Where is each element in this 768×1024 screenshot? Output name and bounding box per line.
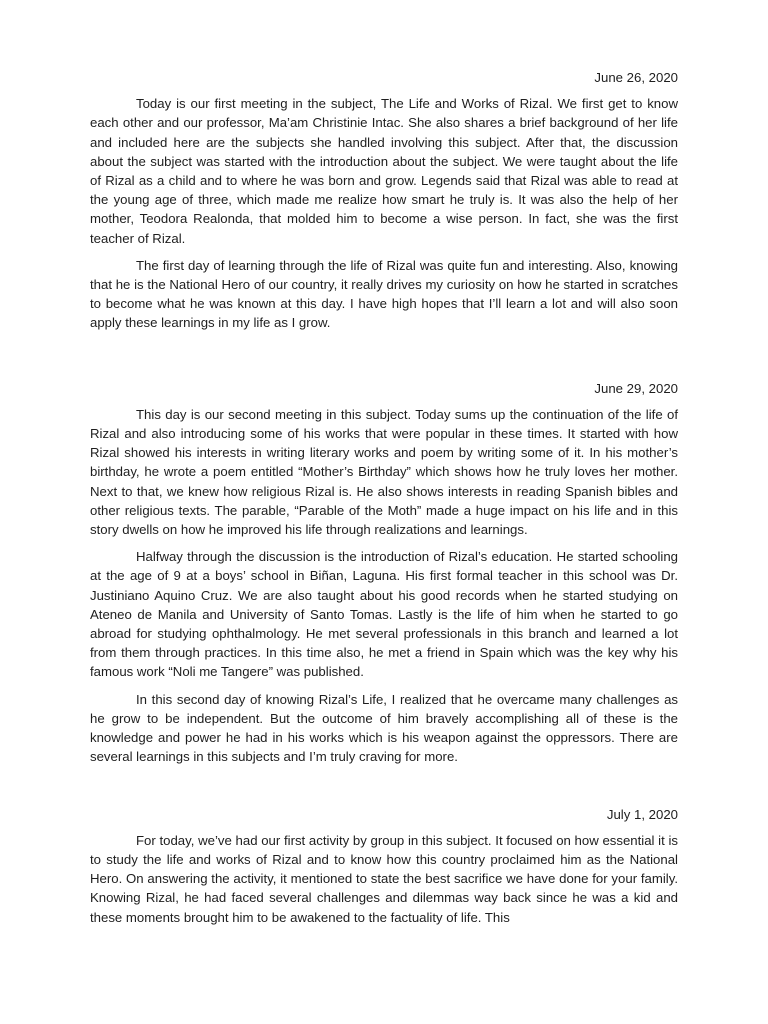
entry-paragraph: In this second day of knowing Rizal’s Life, I realized that he overcame many challenges as he grow to be independent. But the outcome of him bravely accomplishing all of these is the knowledge and power he had in his works which is his weapon against the oppressors. There are several learnings in this subjects and I’m truly craving for more. (90, 691, 678, 765)
entry-paragraph: Halfway through the discussion is the introduction of Rizal’s education. He started schooling at the age of 9 at a boys’ school in Biñan, Laguna. His first formal teacher in this school was Dr. Justiniano Aquino Cruz. We are also taught about his good records when he started studying on Ateneo de Manila and University of Santo Tomas. Lastly is the life of him when he started to go abroad for studying ophthalmology. He met several professionals in this branch and learned a lot from them through practices. In this time also, he met a friend in Spain which was the key why his famous work “Noli me Tangere” was published. (90, 549, 678, 680)
entry-paragraph: This day is our second meeting in this subject. Today sums up the continuation of the life of Rizal and also introducing some of his works that were popular in these times. It started with how Rizal showed his interests in writing literary works and poem by writing some of it. In his mother’s birthday, he wrote a poem entitled “Mother’s Birthday” which shows how he truly loves her mother. Next to that, we knew how religious Rizal is. He also shows interests in reading Spanish bibles and other religious texts. The parable, “Parable of the Moth” made a huge impact on his life and in this story dwells on how he improved his life through realizations and learnings. (90, 406, 678, 538)
entry-paragraph: The first day of learning through the life of Rizal was quite fun and interesting. Also, knowing that he is the National Hero of our country, it really drives my curiosity on how he started in scratches to become what he was known at this day. I have high hopes that I’ll learn a lot and will also soon apply these learnings in my life as I grow. (90, 257, 678, 331)
entry-paragraph: Today is our first meeting in the subject, The Life and Works of Rizal. We first get to know each other and our professor, Ma’am Christinie Intac. She also shares a brief background of her life and included here are the subjects she handled involving this subject. After that, the discussion about the subject was started with the introduction about the subject. We were taught about the life of Rizal as a child and to where he was born and grow. Legends said that Rizal was able to read at the young age of three, which made me realize how smart he truly is. It was also the help of her mother, Teodora Realonda, that molded him to become a wise person. In fact, she was the first teacher of Rizal. (90, 96, 678, 246)
journal-entry (90, 379, 678, 767)
entry-paragraph: For today, we’ve had our first activity by group in this subject. It focused on how essential it is to study the life and works of Rizal and to know how this country proclaimed him as the National Hero. On answering the activity, it mentioned to state the best sacrifice we have done for your family. Knowing Rizal, he had faced several challenges and dilemmas way back since he was a kid and these moments brought him to be awakened to the factuality of life. This (90, 832, 678, 925)
entry-spacer (90, 341, 678, 379)
journal-entry (90, 68, 678, 333)
entry-date: June 26, 2020 (594, 70, 678, 85)
entry-spacer (90, 775, 678, 805)
journal-entry (90, 805, 678, 927)
entry-date: July 1, 2020 (606, 806, 678, 822)
entry-date: June 29, 2020 (594, 380, 678, 396)
journal-page (90, 68, 678, 935)
